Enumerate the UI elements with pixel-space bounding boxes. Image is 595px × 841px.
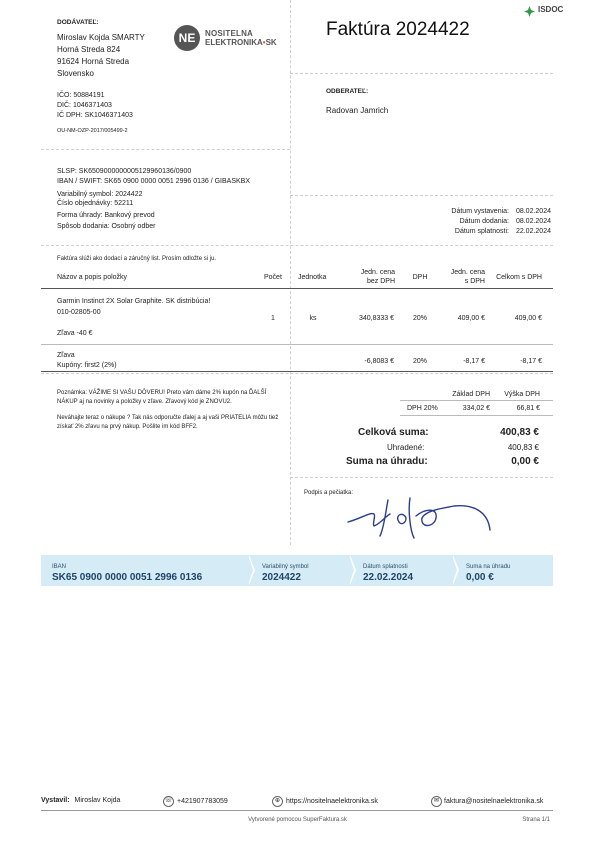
item-name: Garmin Instinct 2X Solar Graphite. SK distribúcia! xyxy=(57,298,211,305)
col-header-qty: Počet xyxy=(264,274,282,281)
supplier-ico: IČO: 50884191 xyxy=(57,92,105,99)
item-coupon: Kupóny: first2 (2%) xyxy=(57,362,117,369)
isdoc-label: ISDOC xyxy=(538,4,564,14)
logo-text-3: SK xyxy=(265,38,277,47)
footer-divider xyxy=(41,810,553,811)
signature xyxy=(344,490,494,545)
logo-mark-icon: NE xyxy=(174,25,200,51)
divider xyxy=(290,195,553,196)
due-date-label: Dátum splatnosti: xyxy=(454,228,509,235)
due-label: Suma na úhradu: xyxy=(346,456,428,467)
issued-label: Vystavil: xyxy=(41,797,70,804)
vat-rate-label: DPH 20% xyxy=(407,405,438,412)
delivery-date-label: Dátum dodania: xyxy=(459,218,509,225)
paid-value: 400,83 € xyxy=(507,443,539,452)
issue-date-label: Dátum vystavenia: xyxy=(451,208,509,215)
vat-divider xyxy=(400,415,553,416)
supplier-dic: DIČ: 1046371403 xyxy=(57,102,112,109)
supplier-ic-dph: IČ DPH: SK1046371403 xyxy=(57,112,133,119)
due-value: 0,00 € xyxy=(511,456,539,467)
divider xyxy=(290,73,553,74)
globe-icon: ⊕ xyxy=(272,796,283,807)
note-paragraph-2: Neváhajte teraz o nákupe ? Tak nás odporučte ďalej a aj vaši PRIATELIA môžu tiež získať 2% zľavu na prvý nákup. Pošlite im kód BFF2. xyxy=(57,415,279,430)
payment-method: Forma úhrady: Bankový prevod xyxy=(57,212,155,219)
item-unit-price: -6,8083 € xyxy=(364,358,394,365)
item-unit-vat: 409,00 € xyxy=(457,315,485,322)
invoice-title: Faktúra 2024422 xyxy=(326,19,470,40)
paid-label: Uhradené: xyxy=(387,443,425,452)
note-paragraph-1: Poznámka: VÁŽIME SI VAŠU DÔVERU! Preto vám dáme 2% kupón na ĎALŠÍ NÁKUP aj na novinky a položky v zľave. Zľavový kód je ZNOVU2. xyxy=(57,390,267,405)
supplier-country: Slovensko xyxy=(57,69,94,78)
band-amount: Suma na úhradu 0,00 € xyxy=(466,564,511,583)
table-header-line xyxy=(41,288,553,289)
total-value: 400,83 € xyxy=(500,427,539,438)
col-header-unit-vat: Jedn. cena s DPH xyxy=(450,269,485,285)
item-unit-price: 340,8333 € xyxy=(358,315,394,322)
signature-label: Podpis a pečiatka: xyxy=(304,490,354,496)
vat-base: 334,02 € xyxy=(462,405,490,412)
vertical-divider xyxy=(290,0,291,545)
divider xyxy=(41,149,290,150)
item-unit: ks xyxy=(309,315,317,322)
page-number: Strana 1/1 xyxy=(522,817,550,823)
customer-heading: ODBERATEĽ: xyxy=(326,88,369,95)
created-with: Vytvorené pomocou SuperFaktura.sk xyxy=(248,817,347,823)
issue-date: 08.02.2024 xyxy=(515,208,551,215)
isdoc-badge xyxy=(524,3,563,15)
vat-divider xyxy=(400,400,553,401)
footer-issued-by xyxy=(41,797,120,804)
footer-phone[interactable]: ☏ +421907783059 xyxy=(164,798,228,805)
item-code: 010-02805-00 xyxy=(57,309,101,316)
footer-email[interactable]: ✉ faktura@nositelnaelektronika.sk xyxy=(431,796,543,807)
delivery-date: 08.02.2024 xyxy=(515,218,551,225)
col-header-unit: Jednotka xyxy=(298,274,327,281)
item-total: -8,17 € xyxy=(520,358,542,365)
footer-website[interactable]: ⊕ https://nositelnaelektronika.sk xyxy=(272,796,378,807)
isdoc-icon xyxy=(524,4,535,15)
supplier-heading: DODÁVATEĽ: xyxy=(57,19,99,26)
col-header-unit-price: Jedn. cena bez DPH xyxy=(360,269,395,285)
supplier-address1: Horná Streda 824 xyxy=(57,45,121,54)
item-name: Zľava xyxy=(57,352,75,359)
item-total: 409,00 € xyxy=(514,315,542,322)
logo-text-1: NOSITELNA xyxy=(205,29,254,38)
divider xyxy=(41,245,553,246)
item-vat: 20% xyxy=(412,358,427,365)
slsp-account: SLSP: SK6509000000005129960136/0900 xyxy=(57,168,192,175)
col-header-vat: DPH xyxy=(412,274,428,281)
divider xyxy=(290,477,553,478)
invoice-note: Faktúra slúži ako dodací a záručný list. Prosím odložte si ju. xyxy=(57,256,217,262)
customer-name: Radovan Jamrich xyxy=(326,106,389,115)
iban-swift: IBAN / SWIFT: SK65 0900 0000 0051 2996 0136 / GIBASKBX xyxy=(57,178,251,185)
row-divider xyxy=(41,344,553,345)
logo-text-2: ELEKTRONIKA xyxy=(205,38,263,47)
order-number: Číslo objednávky: 52211 xyxy=(57,200,134,207)
supplier-name: Miroslav Kojda SMARTY xyxy=(57,33,145,42)
company-logo: NE NOSITELNA ELEKTRONIKA•SK xyxy=(174,25,284,51)
variable-symbol: Variabilný symbol: 2024422 xyxy=(57,191,143,198)
item-discount: Zľava -40 € xyxy=(57,330,93,337)
vat-amount: 66,81 € xyxy=(516,405,540,412)
band-due-date: Dátum splatnosti 22.02.2024 xyxy=(363,564,414,583)
due-date: 22.02.2024 xyxy=(515,228,551,235)
total-label: Celková suma: xyxy=(358,427,429,438)
divider xyxy=(41,373,553,374)
supplier-register: OU-NM-OZP-2017/005499-2 xyxy=(57,128,128,134)
vat-amount-label: Výška DPH xyxy=(504,391,540,398)
phone-icon: ☏ xyxy=(163,796,174,807)
payment-band xyxy=(41,555,553,586)
item-unit-vat: -8,17 € xyxy=(463,358,485,365)
email-icon: ✉ xyxy=(431,796,442,807)
item-vat: 20% xyxy=(412,315,427,322)
band-iban: IBAN SK65 0900 0000 0051 2996 0136 xyxy=(52,564,203,583)
issued-name: Miroslav Kojda xyxy=(74,797,121,804)
col-header-name: Názov a popis položky xyxy=(57,274,128,281)
delivery-method: Spôsob dodania: Osobný odber xyxy=(57,223,156,230)
band-variable-symbol: Variabilný symbol 2024422 xyxy=(262,564,309,583)
supplier-address2: 91624 Horná Streda xyxy=(57,57,130,66)
vat-base-label: Základ DPH xyxy=(452,391,490,398)
row-divider xyxy=(41,371,553,372)
item-qty: 1 xyxy=(271,315,275,322)
col-header-total: Celkom s DPH xyxy=(496,274,542,281)
